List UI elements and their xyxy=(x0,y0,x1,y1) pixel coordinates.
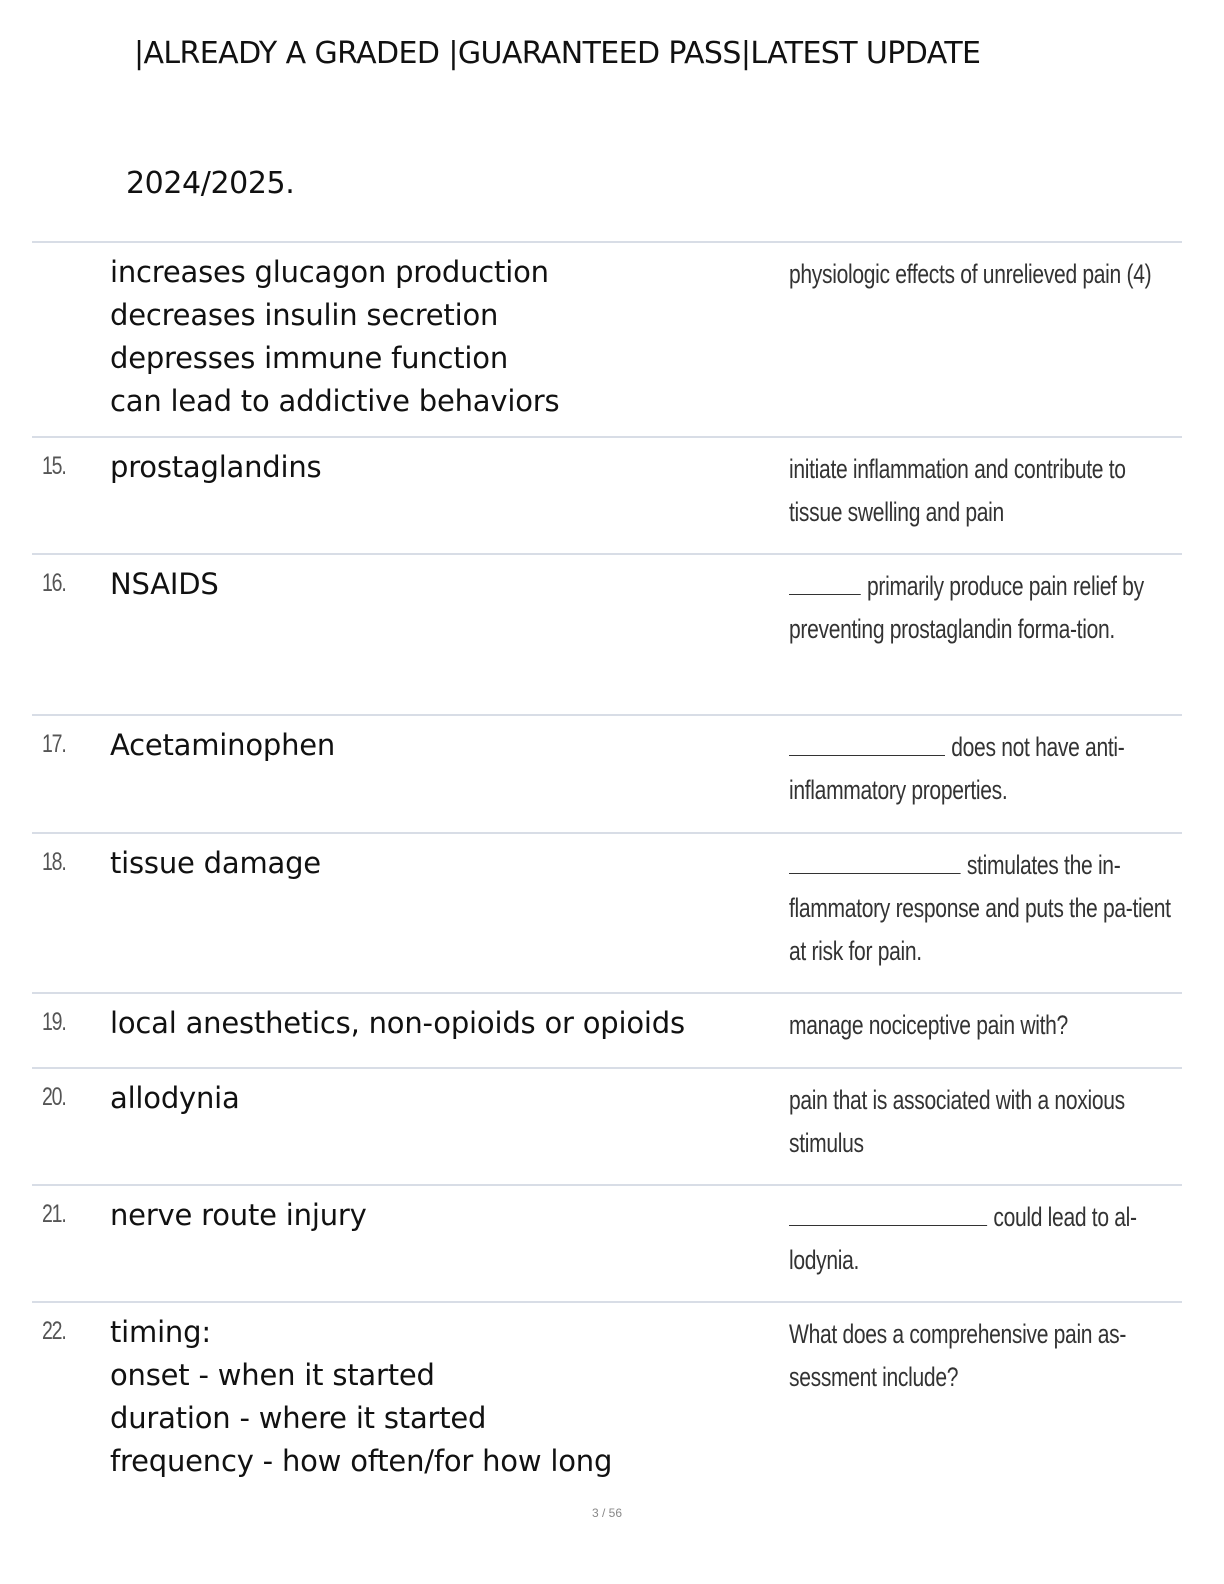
page-number: 3 / 56 xyxy=(591,1506,623,1520)
flashcard-row xyxy=(32,1067,1182,1184)
card-definition xyxy=(789,844,1171,973)
flashcard-row xyxy=(32,832,1182,992)
document-header-year: 2024/2025. xyxy=(126,166,295,201)
flashcard-row xyxy=(32,1184,1182,1301)
card-number: 17. xyxy=(42,730,66,758)
card-definition: What does a comprehensive pain as-sessment include? xyxy=(789,1319,1127,1392)
card-definition-text: does not have anti-inflammatory properties. xyxy=(789,732,1125,805)
card-definition-text: stimulates the in-flammatory response and puts the pa-tient at risk for pain. xyxy=(789,850,1171,966)
card-definition: physiologic effects of unrelieved pain (4) xyxy=(789,259,1152,289)
card-definition: pain that is associated with a noxious stimulus xyxy=(789,1085,1125,1158)
flashcard-row xyxy=(32,714,1182,832)
card-term: NSAIDS xyxy=(110,567,219,601)
fill-in-blank xyxy=(789,570,861,595)
flashcard-row xyxy=(32,241,1182,436)
card-number: 15. xyxy=(42,452,66,480)
card-definition: manage nociceptive pain with? xyxy=(789,1010,1068,1040)
card-definition-text: primarily produce pain relief by preventing prostaglandin forma-tion. xyxy=(789,571,1144,644)
flashcard-row xyxy=(32,1301,1182,1501)
flashcard-row xyxy=(32,553,1182,714)
card-definition xyxy=(789,1196,1171,1282)
card-definition: initiate inflammation and contribute to tissue swelling and pain xyxy=(789,454,1126,527)
card-number: 22. xyxy=(42,1317,66,1345)
card-term: increases glucagon production decreases insulin secretion depresses immune function can lead to addictive behaviors xyxy=(110,255,560,418)
flashcard-row xyxy=(32,436,1182,553)
card-definition xyxy=(789,726,1171,812)
card-term: timing: onset - when it started duration - where it started frequency - how often/for how long xyxy=(110,1315,613,1478)
card-definition-text: could lead to al-lodynia. xyxy=(789,1202,1137,1275)
flashcard-list xyxy=(32,241,1182,1501)
card-term: allodynia xyxy=(110,1081,240,1115)
card-definition xyxy=(789,565,1171,651)
card-number: 16. xyxy=(42,569,66,597)
card-number: 20. xyxy=(42,1083,66,1111)
card-term: prostaglandins xyxy=(110,450,322,484)
card-number: 21. xyxy=(42,1200,66,1228)
card-term: local anesthetics, non-opioids or opioids xyxy=(110,1006,685,1040)
card-number: 19. xyxy=(42,1008,66,1036)
card-term: Acetaminophen xyxy=(110,728,336,762)
fill-in-blank xyxy=(789,849,961,874)
fill-in-blank xyxy=(789,1201,987,1226)
document-header-title: |ALREADY A GRADED |GUARANTEED PASS|LATEST UPDATE xyxy=(134,36,981,71)
fill-in-blank xyxy=(789,731,945,756)
card-term: tissue damage xyxy=(110,846,321,880)
flashcard-row xyxy=(32,992,1182,1067)
card-term: nerve route injury xyxy=(110,1198,367,1232)
card-number: 18. xyxy=(42,848,66,876)
